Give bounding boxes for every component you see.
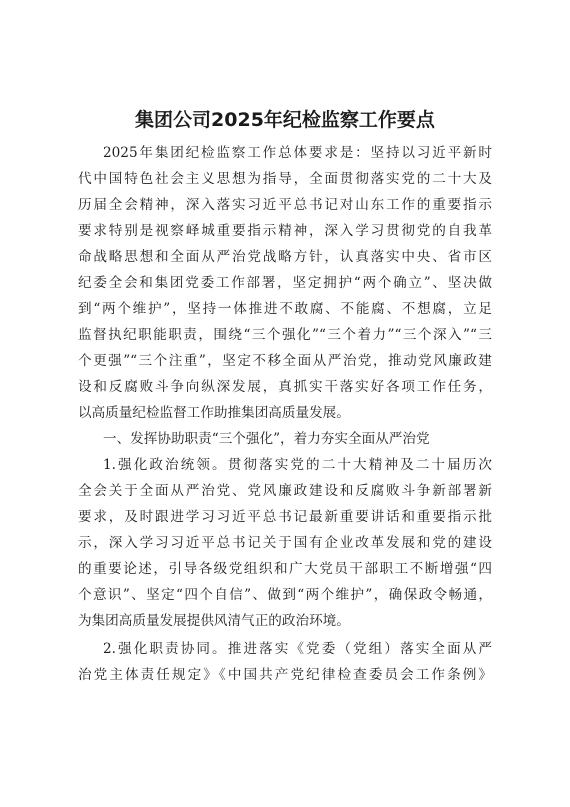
- paragraph-line: 2025年集团纪检监察工作总体要求是：坚持以习近平新时: [103, 145, 492, 161]
- paragraph-line: 命战略思想和全面从严治党战略方针，认真落实中央、省市区: [78, 249, 492, 265]
- paragraph-line: 为集团高质量发展提供风清气正的政治环境。: [78, 613, 350, 629]
- paragraph-line: 全会关于全面从严治党、党风廉政建设和反腐败斗争新部署新: [78, 483, 492, 499]
- paragraph-line: 个更强”“三个注重”，坚定不移全面从严治党，推动党风廉政建: [78, 353, 492, 369]
- paragraph-line: 纪委全会和集团党委工作部署，坚定拥护“两个确立”、坚决做: [78, 275, 492, 291]
- paragraph-line: 示，深入学习习近平总书记关于国有企业改革发展和党的建设: [78, 535, 492, 551]
- paragraph-line: 要求特别是视察峄城重要指示精神，深入学习贯彻党的自我革: [78, 223, 492, 239]
- section-heading: 一、发挥协助职责“三个强化”，着力夯实全面从严治党: [103, 431, 430, 447]
- paragraph-line: 治党主体责任规定》《中国共产党纪律检查委员会工作条例》: [78, 667, 492, 683]
- paragraph-line: 监督执纪职能职责，围绕“三个强化”“三个着力”“三个深入”“三: [78, 327, 492, 343]
- paragraph-line: 代中国特色社会主义思想为指导，全面贯彻落实党的二十大及: [78, 171, 492, 187]
- paragraph-line: 2.强化职责协同。推进落实《党委（党组）落实全面从严: [103, 641, 492, 657]
- paragraph-line: 要求，及时跟进学习习近平总书记最新重要讲话和重要指示批: [78, 509, 492, 525]
- paragraph-line: 到“两个维护”，坚持一体推进不敢腐、不能腐、不想腐，立足: [78, 301, 492, 317]
- paragraph-line: 以高质量纪检监督工作助推集团高质量发展。: [78, 405, 350, 421]
- paragraph-line: 个意识”、坚定“四个自信”、做到“两个维护”，确保政令畅通，: [78, 587, 492, 603]
- paragraph-line: 1.强化政治统领。贯彻落实党的二十大精神及二十届历次: [103, 457, 492, 473]
- paragraph-line: 设和反腐败斗争向纵深发展，真抓实干落实好各项工作任务，: [78, 379, 492, 395]
- paragraph-line: 历届全会精神，深入落实习近平总书记对山东工作的重要指示: [78, 197, 492, 213]
- paragraph-line: 的重要论述，引导各级党组织和广大党员干部职工不断增强“四: [78, 561, 492, 577]
- document-title: 集团公司2025年纪检监察工作要点: [135, 109, 435, 131]
